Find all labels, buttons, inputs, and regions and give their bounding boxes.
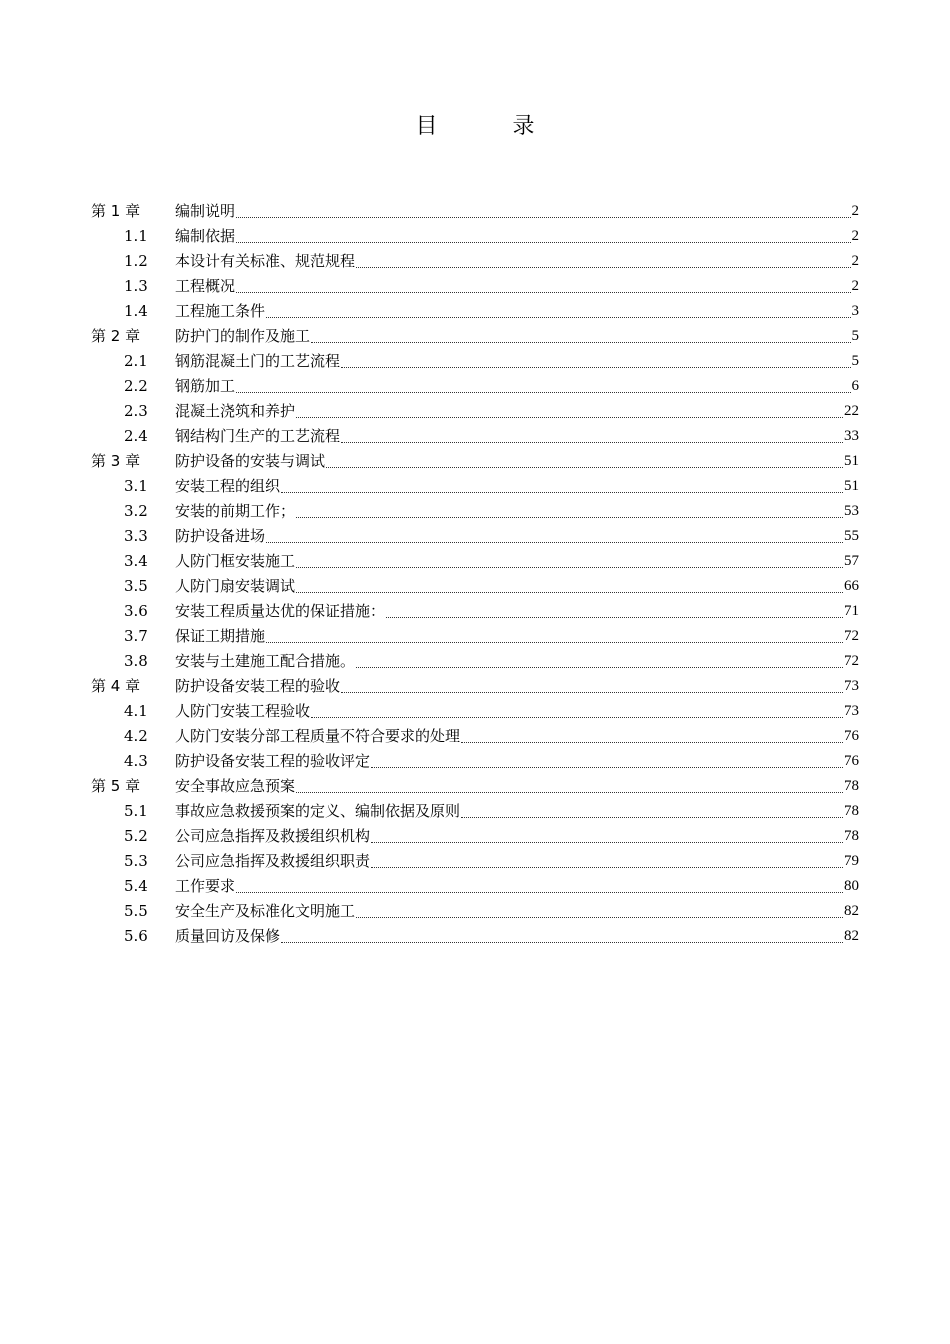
toc-chapter-entry[interactable] — [91, 199, 859, 224]
dot-leader — [236, 872, 843, 893]
dot-leader — [326, 447, 843, 468]
dot-leader — [296, 497, 843, 518]
table-of-contents — [91, 199, 859, 949]
toc-section-entry[interactable] — [91, 824, 859, 849]
toc-section-entry[interactable] — [91, 899, 859, 924]
dot-leader — [356, 247, 850, 268]
toc-section-entry[interactable] — [91, 399, 859, 424]
toc-entry-number: 3.3 — [124, 527, 148, 545]
toc-page-number: 82 — [844, 928, 859, 944]
toc-section-entry[interactable] — [91, 224, 859, 249]
dot-leader — [341, 347, 850, 368]
toc-page-number: 51 — [844, 478, 859, 494]
dot-leader — [236, 222, 850, 243]
dot-leader — [266, 297, 850, 318]
toc-page-number: 2 — [851, 278, 859, 294]
toc-page-number: 79 — [844, 853, 859, 869]
toc-entry-title: 人防门扇安装调试 — [175, 577, 296, 595]
dot-leader — [386, 597, 843, 618]
toc-entry-number: 第 1 章 — [91, 202, 141, 220]
toc-page-number: 80 — [844, 878, 859, 894]
toc-entry-number: 5.6 — [124, 927, 148, 945]
toc-chapter-entry[interactable] — [91, 774, 859, 799]
toc-entry-title: 事故应急救援预案的定义、编制依据及原则 — [175, 802, 461, 820]
toc-entry-title: 编制说明 — [175, 202, 236, 220]
toc-entry-number: 5.4 — [124, 877, 148, 895]
toc-entry-number: 3.8 — [124, 652, 148, 670]
toc-entry-number: 4.2 — [124, 727, 148, 745]
toc-section-entry[interactable] — [91, 599, 859, 624]
toc-entry-title: 防护设备进场 — [175, 527, 266, 545]
toc-section-entry[interactable] — [91, 424, 859, 449]
toc-section-entry[interactable] — [91, 849, 859, 874]
dot-leader — [371, 747, 843, 768]
dot-leader — [371, 822, 843, 843]
toc-page-number: 72 — [844, 628, 859, 644]
toc-section-entry[interactable] — [91, 474, 859, 499]
toc-page-number: 5 — [851, 328, 859, 344]
dot-leader — [311, 322, 850, 343]
toc-entry-title: 工程概况 — [175, 277, 236, 295]
toc-page-number: 82 — [844, 903, 859, 919]
toc-page-number: 53 — [844, 503, 859, 519]
toc-page-number: 6 — [851, 378, 859, 394]
dot-leader — [296, 572, 843, 593]
page-title: 目 录 — [415, 114, 569, 139]
toc-section-entry[interactable] — [91, 524, 859, 549]
dot-leader — [236, 197, 850, 218]
toc-entry-number: 3.2 — [124, 502, 148, 520]
toc-page-number: 2 — [851, 253, 859, 269]
toc-section-entry[interactable] — [91, 349, 859, 374]
dot-leader — [371, 847, 843, 868]
toc-page-number: 71 — [844, 603, 859, 619]
dot-leader — [296, 547, 843, 568]
toc-entry-number: 5.2 — [124, 827, 148, 845]
toc-page-number: 78 — [844, 803, 859, 819]
toc-entry-number: 1.3 — [124, 277, 148, 295]
toc-entry-number: 3.1 — [124, 477, 148, 495]
dot-leader — [281, 922, 843, 943]
toc-entry-number: 2.1 — [124, 352, 148, 370]
toc-section-entry[interactable] — [91, 499, 859, 524]
toc-entry-number: 1.2 — [124, 252, 148, 270]
toc-entry-title: 钢筋加工 — [175, 377, 236, 395]
toc-entry-title: 人防门安装工程验收 — [175, 702, 311, 720]
dot-leader — [236, 272, 850, 293]
toc-entry-number: 2.2 — [124, 377, 148, 395]
dot-leader — [311, 697, 843, 718]
toc-entry-title: 安全生产及标准化文明施工 — [175, 902, 356, 920]
toc-entry-number: 4.3 — [124, 752, 148, 770]
toc-page-number: 73 — [844, 678, 859, 694]
toc-entry-number: 2.4 — [124, 427, 148, 445]
dot-leader — [461, 722, 843, 743]
dot-leader — [356, 897, 843, 918]
toc-page-number: 2 — [851, 203, 859, 219]
toc-page-number: 66 — [844, 578, 859, 594]
toc-entry-number: 5.5 — [124, 902, 148, 920]
toc-page-number: 2 — [851, 228, 859, 244]
toc-entry-title: 工作要求 — [175, 877, 236, 895]
toc-page-number: 5 — [851, 353, 859, 369]
dot-leader — [266, 522, 843, 543]
toc-entry-number: 3.5 — [124, 577, 148, 595]
toc-page-number: 51 — [844, 453, 859, 469]
toc-entry-title: 防护设备的安装与调试 — [175, 452, 326, 470]
toc-entry-title: 质量回访及保修 — [175, 927, 281, 945]
toc-section-entry[interactable] — [91, 299, 859, 324]
toc-entry-title: 编制依据 — [175, 227, 236, 245]
dot-leader — [281, 472, 843, 493]
toc-page-number: 33 — [844, 428, 859, 444]
toc-section-entry[interactable] — [91, 549, 859, 574]
toc-entry-number: 第 3 章 — [91, 452, 141, 470]
toc-entry-number: 1.1 — [124, 227, 148, 245]
toc-entry-number: 3.4 — [124, 552, 148, 570]
toc-page-number: 78 — [844, 778, 859, 794]
toc-entry-title: 钢筋混凝土门的工艺流程 — [175, 352, 341, 370]
toc-entry-title: 钢结构门生产的工艺流程 — [175, 427, 341, 445]
toc-chapter-entry[interactable] — [91, 674, 859, 699]
toc-page-number: 3 — [851, 303, 859, 319]
toc-section-entry[interactable] — [91, 374, 859, 399]
toc-entry-title: 人防门安装分部工程质量不符合要求的处理 — [175, 727, 461, 745]
toc-entry-title: 人防门框安装施工 — [175, 552, 296, 570]
toc-page-number: 76 — [844, 728, 859, 744]
toc-page-number: 73 — [844, 703, 859, 719]
toc-entry-title: 安装的前期工作； — [175, 502, 296, 520]
toc-page-number: 72 — [844, 653, 859, 669]
toc-entry-title: 本设计有关标准、规范规程 — [175, 252, 356, 270]
dot-leader — [356, 647, 843, 668]
toc-entry-number: 5.1 — [124, 802, 148, 820]
toc-entry-title: 保证工期措施 — [175, 627, 266, 645]
toc-entry-title: 安装与土建施工配合措施。 — [175, 652, 356, 670]
toc-entry-title: 公司应急指挥及救援组织机构 — [175, 827, 371, 845]
toc-section-entry[interactable] — [91, 624, 859, 649]
toc-section-entry[interactable] — [91, 649, 859, 674]
toc-entry-title: 安装工程的组织 — [175, 477, 281, 495]
toc-entry-title: 公司应急指挥及救援组织职责 — [175, 852, 371, 870]
dot-leader — [236, 372, 850, 393]
toc-section-entry[interactable] — [91, 799, 859, 824]
toc-section-entry[interactable] — [91, 249, 859, 274]
toc-entry-number: 第 5 章 — [91, 777, 141, 795]
toc-entry-number: 3.6 — [124, 602, 148, 620]
toc-page-number: 22 — [844, 403, 859, 419]
dot-leader — [461, 797, 843, 818]
toc-section-entry[interactable] — [91, 699, 859, 724]
dot-leader — [341, 422, 843, 443]
toc-entry-number: 第 2 章 — [91, 327, 141, 345]
toc-entry-title: 防护门的制作及施工 — [175, 327, 311, 345]
toc-page-number: 57 — [844, 553, 859, 569]
dot-leader — [296, 397, 843, 418]
toc-page-number: 78 — [844, 828, 859, 844]
dot-leader — [296, 772, 843, 793]
toc-chapter-entry[interactable] — [91, 324, 859, 349]
toc-entry-number: 第 4 章 — [91, 677, 141, 695]
toc-chapter-entry[interactable] — [91, 449, 859, 474]
dot-leader — [341, 672, 843, 693]
toc-entry-title: 安全事故应急预案 — [175, 777, 296, 795]
toc-section-entry[interactable] — [91, 749, 859, 774]
toc-section-entry[interactable] — [91, 724, 859, 749]
toc-page-number: 55 — [844, 528, 859, 544]
toc-entry-title: 安装工程质量达优的保证措施： — [175, 602, 386, 620]
toc-entry-number: 3.7 — [124, 627, 148, 645]
toc-entry-number: 5.3 — [124, 852, 148, 870]
toc-section-entry[interactable] — [91, 574, 859, 599]
toc-entry-title: 混凝土浇筑和养护 — [175, 402, 296, 420]
toc-entry-number: 2.3 — [124, 402, 148, 420]
toc-entry-title: 防护设备安装工程的验收评定 — [175, 752, 371, 770]
toc-section-entry[interactable] — [91, 874, 859, 899]
toc-entry-number: 1.4 — [124, 302, 148, 320]
toc-section-entry[interactable] — [91, 924, 859, 949]
toc-entry-title: 工程施工条件 — [175, 302, 266, 320]
toc-entry-number: 4.1 — [124, 702, 148, 720]
toc-section-entry[interactable] — [91, 274, 859, 299]
dot-leader — [266, 622, 843, 643]
toc-entry-title: 防护设备安装工程的验收 — [175, 677, 341, 695]
toc-page-number: 76 — [844, 753, 859, 769]
